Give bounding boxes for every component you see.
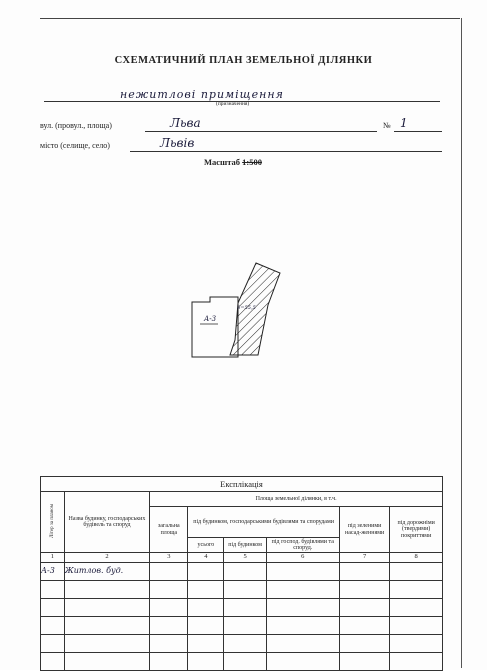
header-total: загальна площа: [150, 507, 188, 553]
row-name: Житлов. буд.: [64, 563, 150, 581]
area-label: S=55,5: [237, 305, 256, 311]
row-letter: [41, 617, 65, 635]
table-row: [41, 563, 443, 581]
column-number: 8: [390, 553, 443, 563]
header-letter-cell: [41, 492, 65, 553]
scale-value: 1:500: [242, 157, 262, 167]
row-letter: [41, 635, 65, 653]
table-row: [41, 581, 443, 599]
column-number-row: [41, 553, 443, 563]
scale-line: [204, 157, 262, 167]
column-number: 6: [266, 553, 339, 563]
column-number: 5: [224, 553, 266, 563]
row-letter: [41, 581, 65, 599]
building-outline: [192, 297, 238, 357]
row-name: [64, 617, 150, 635]
number-underline: [394, 131, 442, 132]
row-name: [64, 599, 150, 617]
page-top-edge: [40, 18, 460, 19]
explication-title: Експлікація: [41, 477, 443, 492]
row-name: [64, 581, 150, 599]
scale-label: Масштаб: [204, 157, 241, 167]
row-letter: [41, 599, 65, 617]
header-under-buildings: під будинком, господарськими будівлями та спорудами: [188, 507, 339, 538]
column-number: 1: [41, 553, 65, 563]
column-number: 7: [339, 553, 390, 563]
table-row: [41, 617, 443, 635]
row-name: [64, 653, 150, 671]
street-value: Льва: [170, 116, 201, 130]
row-name: [64, 635, 150, 653]
table-row: [41, 635, 443, 653]
building-label: А-3: [204, 315, 217, 323]
header-road: під дорожніми (твердими) покриттями: [390, 507, 443, 553]
column-number: 4: [188, 553, 224, 563]
city-underline: [130, 151, 442, 152]
header-under-house: під будинком: [224, 538, 266, 553]
header-under-outbuildings: під господ. будівлями та споруд.: [266, 538, 339, 553]
document-title: СХЕМАТИЧНИЙ ПЛАН ЗЕМЕЛЬНОЇ ДІЛЯНКИ: [114, 55, 373, 66]
row-letter: [41, 653, 65, 671]
table-row: [41, 599, 443, 617]
column-number: 2: [64, 553, 150, 563]
header-area-group: Площа земельної ділянки, в т.ч.: [150, 492, 443, 507]
explication-table: [40, 476, 443, 671]
column-number: 3: [150, 553, 188, 563]
table-row: [41, 653, 443, 671]
number-label: №: [383, 121, 391, 130]
street-underline: [145, 131, 377, 132]
purpose-caption: (призначення): [216, 101, 250, 107]
purpose-value: нежитлові приміщення: [120, 88, 284, 101]
street-label: вул. (провул., площа): [40, 121, 112, 130]
row-letter: А-3: [41, 563, 65, 581]
site-plan-drawing: [180, 255, 300, 365]
header-all: усього: [188, 538, 224, 553]
header-name: Назва будинку, господарських будівель та споруд: [64, 492, 150, 553]
header-green: під зеленими насад-женнями: [339, 507, 390, 553]
city-value: Львів: [160, 136, 195, 150]
number-value: 1: [400, 116, 408, 130]
page-right-edge: [461, 18, 462, 668]
city-label: місто (селище, село): [40, 141, 110, 150]
header-letter: Літер за планом: [49, 503, 55, 538]
